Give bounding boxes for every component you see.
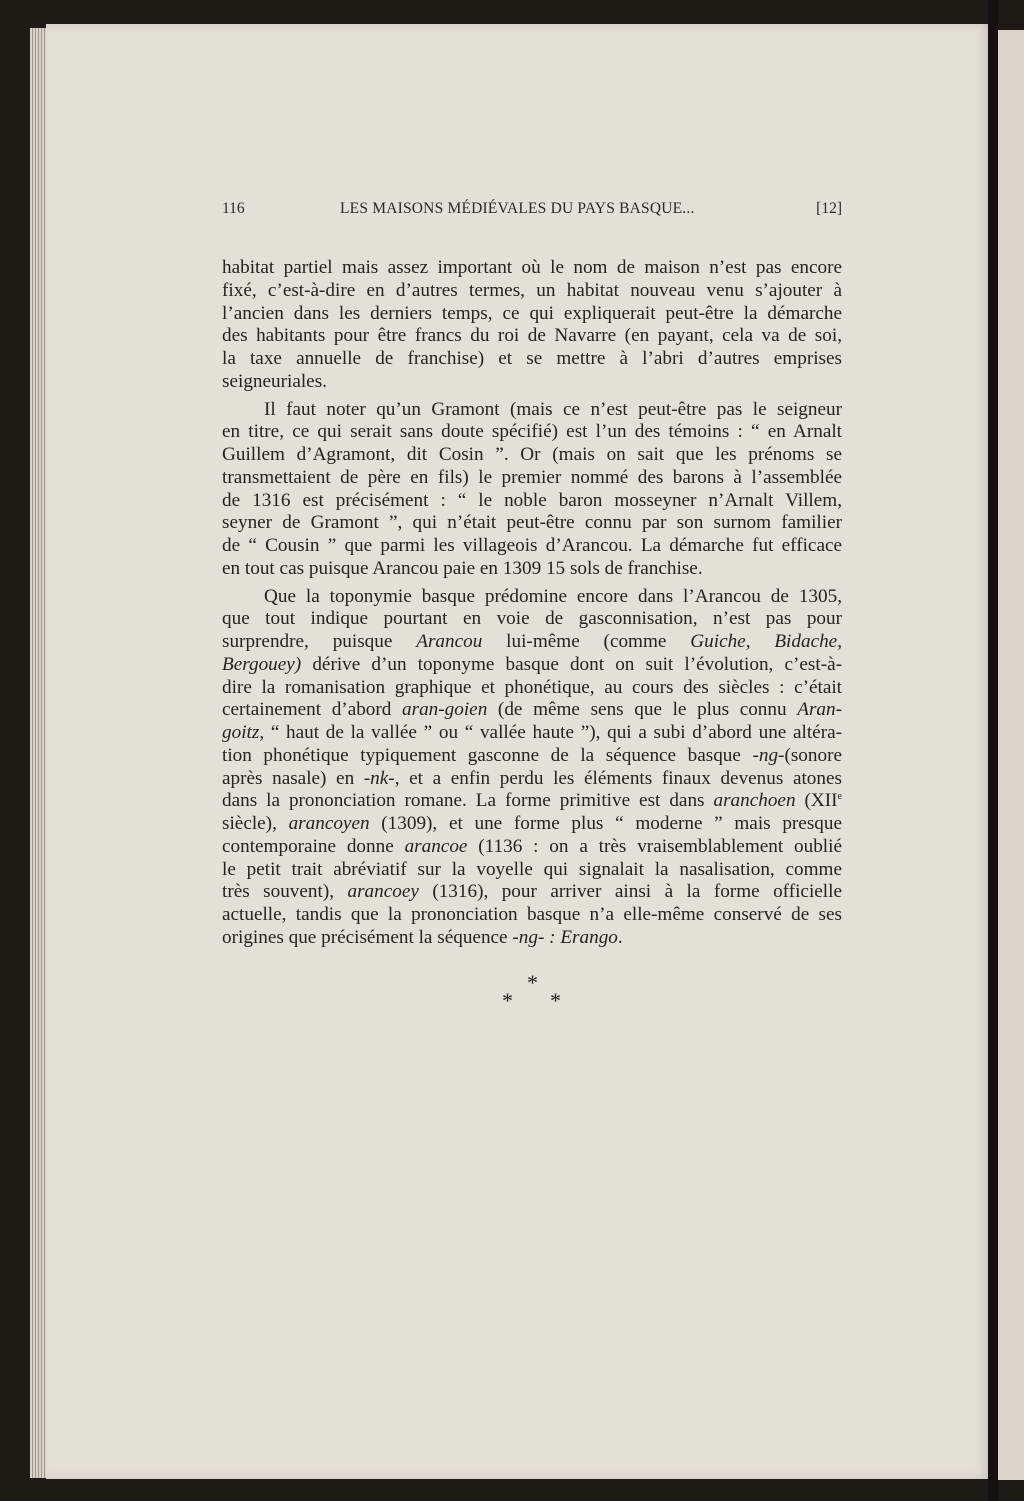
text-segment: très souvent), (222, 881, 348, 903)
text-segment: lui-même (comme (482, 631, 691, 652)
text-line (222, 512, 842, 535)
text-segment: tion phonétique typiquement gasconne de la séquence basque (222, 744, 753, 766)
text-line (222, 444, 842, 467)
text-line (222, 303, 842, 326)
text-segment: de 1316 est précisément : “ le noble baron mosseyner n’Arnalt Villem, (222, 489, 842, 511)
text-line (222, 371, 842, 394)
italic-text: arancoyen (288, 813, 370, 834)
text-line (222, 280, 842, 303)
text-line (222, 927, 842, 950)
text-segment: (de même sens que le plus connu (487, 699, 798, 721)
text-segment: surprendre, puisque (222, 631, 417, 652)
text-segment: siècle), (222, 813, 289, 834)
text-line (222, 631, 842, 654)
text-segment: dire la romanisation graphique et phonétique, au cours des siècles : c’était (222, 676, 842, 698)
text-segment: “ haut de la vallée ” ou “ vallée haute ”), qui a subi d’abord une altéra- (264, 722, 842, 743)
text-segment: Que la toponymie basque prédomine encore dans l’Arancou de 1305, (264, 585, 842, 607)
text-line (222, 745, 842, 768)
text-line (222, 768, 842, 791)
text-segment: des habitants pour être francs du roi de Navarre (en payant, cela va de soi, (222, 325, 842, 347)
text-line (222, 490, 842, 513)
text-segment: après nasale) en (222, 767, 364, 789)
text-segment: l’ancien dans les derniers temps, ce qui expliquerait peut-être la démarche (222, 302, 842, 324)
asterisk: * (502, 988, 513, 1013)
text-line (222, 257, 842, 280)
book-gutter (988, 0, 998, 1501)
text-segment: seyner de Gramont ”, qui n’était peut-être connu par son surnom familier (222, 512, 842, 534)
text-line (222, 399, 842, 422)
text-segment: de “ Cousin ” que parmi les villageois d’Arancou. La démarche fut efficace (222, 535, 842, 556)
text-segment: (1136 : on a très vraisemblablement oublié (467, 835, 842, 857)
italic-text: Aran- (797, 699, 842, 721)
italic-text: -ng- : Erango (512, 926, 618, 948)
text-segment: en titre, ce qui serait sans doute spécifié) est l’un des témoins : “ en Arnalt (222, 421, 842, 443)
text-segment: dérive d’un toponyme basque dont on suit l’évolution, c’est-à- (301, 653, 842, 675)
text-line (222, 654, 842, 677)
text-line (222, 608, 842, 631)
text-line (222, 325, 842, 348)
page-number: 116 (222, 200, 245, 217)
text-line (222, 836, 842, 859)
text-line (222, 722, 842, 745)
italic-text: goitz, (222, 722, 265, 743)
text-segment: , et a enfin perdu les éléments finaux devenus atones (394, 767, 842, 789)
running-title: LES MAISONS MÉDIÉVALES DU PAYS BASQUE... (340, 200, 695, 217)
facing-page-edge (998, 30, 1024, 1480)
text-segment: . (617, 926, 623, 948)
asterisk: * (527, 970, 538, 995)
text-line (222, 904, 842, 927)
text-line (222, 699, 842, 722)
text-segment: (1309), et une forme plus “ moderne ” mais presque (369, 813, 842, 834)
text-segment: contemporaine donne (222, 835, 405, 857)
text-segment: e (837, 791, 842, 803)
italic-text: aranchoen (713, 790, 796, 812)
text-segment: (sonore (784, 744, 842, 766)
text-line (222, 790, 842, 813)
italic-text: -ng- (752, 744, 785, 766)
text-segment: (1316), pour arriver ainsi à la forme officielle (418, 881, 842, 903)
italic-text: aran-goien (402, 699, 488, 721)
text-line (222, 677, 842, 700)
paragraph (222, 257, 842, 394)
text-segment: certainement d’abord (222, 699, 403, 721)
text-line (222, 421, 842, 444)
text-segment: actuelle, tandis que la prononciation basque n’a elle-même conservé de ses (222, 904, 842, 925)
text-segment: fixé, c’est-à-dire en d’autres termes, un habitat nouveau venu s’ajouter à (222, 279, 842, 301)
text-line (222, 467, 842, 490)
text-segment: Guillem d’Agramont, dit Cosin ”. Or (mais on sait que les prénoms se (222, 444, 842, 465)
text-line (222, 348, 842, 371)
text-segment: (XII (795, 790, 838, 812)
text-segment: dans la prononciation romane. La forme primitive est dans (222, 790, 714, 812)
asterisk: * (550, 988, 561, 1013)
italic-text: Guiche, Bidache, (690, 631, 842, 652)
text-line (222, 859, 842, 882)
text-segment: origines que précisément la séquence (222, 926, 513, 948)
text-segment: transmettaient de père en fils) le premier nommé des barons à l’assemblée (222, 466, 842, 488)
paragraph (222, 586, 842, 950)
italic-text: Bergouey) (222, 653, 302, 675)
text-line (222, 586, 842, 609)
text-line (222, 535, 842, 558)
running-header (222, 200, 842, 222)
text-line (222, 813, 842, 836)
italic-text: -nk- (363, 767, 395, 789)
text-line (222, 881, 842, 904)
italic-text: arancoe (404, 835, 468, 857)
paragraph (222, 399, 842, 581)
italic-text: Arancou (416, 631, 483, 652)
text-line (222, 558, 842, 581)
italic-text: arancoey (347, 881, 419, 903)
text-segment: habitat partiel mais assez important où le nom de maison n’est pas encore (222, 257, 842, 278)
section-number: [12] (816, 200, 842, 217)
text-segment: que tout indique pourtant en voie de gasconnisation, n’est pas pour (222, 608, 842, 630)
body-text (222, 257, 842, 955)
text-segment: seigneuriales. (222, 370, 327, 392)
text-segment: le petit trait abréviatif sur la voyelle qui signalait la nasalisation, comme (222, 858, 842, 880)
text-segment: la taxe annuelle de franchise) et se mettre à l’abri d’autres emprises (222, 348, 842, 369)
text-segment: Il faut noter qu’un Gramont (mais ce n’est peut-être pas le seigneur (264, 398, 842, 420)
text-segment: en tout cas puisque Arancou paie en 1309 15 sols de franchise. (222, 557, 703, 579)
